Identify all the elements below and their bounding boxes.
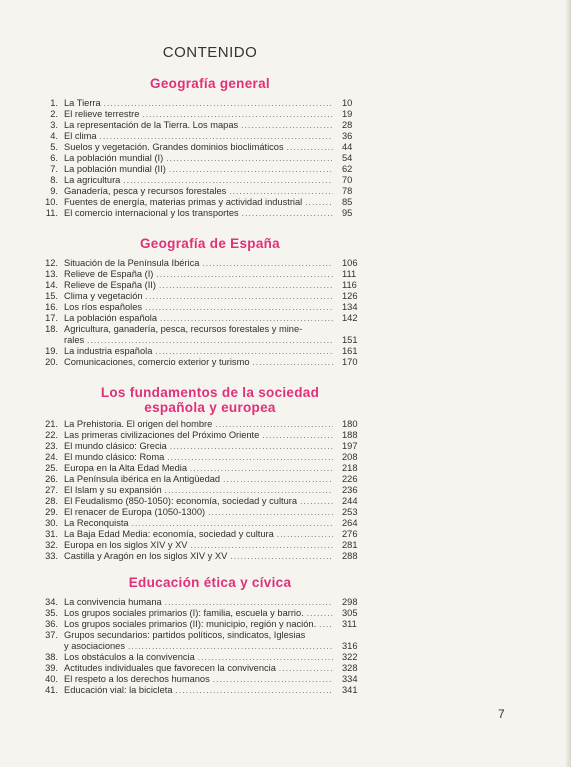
- toc-entry-number: 37.: [45, 630, 58, 640]
- toc-entry-number: 10.: [45, 197, 58, 207]
- toc-entry-number: 2.: [50, 109, 58, 119]
- toc-entry-number: 38.: [45, 652, 58, 662]
- toc-entry-title: Situación de la Península Ibérica: [64, 258, 200, 268]
- toc-entry-page: 44: [342, 142, 353, 152]
- toc-entry-title: Castilla y Aragón en los siglos XIV y XV: [64, 551, 228, 561]
- toc-entry-title: La convivencia humana: [64, 597, 162, 607]
- toc-entry-page: 95: [342, 208, 353, 218]
- toc-entry: [38, 313, 368, 324]
- toc-entry: [38, 597, 368, 608]
- dot-leader: [277, 529, 333, 540]
- toc-entry-page: 281: [342, 540, 358, 550]
- toc-entry-page: 334: [342, 674, 358, 684]
- toc-entry: [38, 197, 368, 208]
- toc-entry-number: 32.: [45, 540, 58, 550]
- toc-entry-number: 14.: [45, 280, 58, 290]
- toc-entry: [38, 551, 368, 562]
- toc-entry: [38, 291, 368, 302]
- dot-leader: [319, 619, 333, 630]
- toc-entry-page: 276: [342, 529, 358, 539]
- toc-entry-number: 12.: [45, 258, 58, 268]
- toc-entry-number: 40.: [45, 674, 58, 684]
- toc-entry-title: Comunicaciones, comercio exterior y turismo: [64, 357, 250, 367]
- toc-entry: [38, 164, 368, 175]
- dot-leader: [190, 463, 333, 474]
- toc-entry-title: Clima y vegetación: [64, 291, 143, 301]
- toc-entry-page: 311: [342, 619, 357, 629]
- toc-entry-title: El renacer de Europa (1050-1300): [64, 507, 206, 517]
- toc-entry: [38, 258, 368, 269]
- toc-entry-number: 30.: [45, 518, 58, 528]
- toc-entry-number: 20.: [45, 357, 58, 367]
- toc-entry-page: 111: [342, 269, 357, 279]
- dot-leader: [229, 186, 333, 197]
- dot-leader: [160, 313, 333, 324]
- section-heading-geografia-espana: Geografía de España: [140, 236, 280, 251]
- section-heading-fundamentos-line2: española y europea: [144, 400, 276, 415]
- toc-entry: [38, 98, 368, 109]
- dot-leader: [165, 597, 333, 608]
- dot-leader: [213, 674, 333, 685]
- dot-leader: [159, 280, 333, 291]
- toc-entry-number: 31.: [45, 529, 58, 539]
- toc-entry-title: Relieve de España (I): [64, 269, 154, 279]
- toc-entry: [38, 463, 368, 474]
- toc-entry-title: Los obstáculos a la convivencia: [64, 652, 195, 662]
- toc-entry-page: 170: [342, 357, 358, 367]
- toc-entry-page: 197: [342, 441, 358, 451]
- toc-entry-title: El clima: [64, 131, 97, 141]
- toc-entry: [38, 496, 368, 507]
- dot-leader: [198, 652, 333, 663]
- toc-entry: [38, 619, 368, 630]
- toc-entry: [38, 175, 368, 186]
- toc-entry-number: 24.: [45, 452, 58, 462]
- dot-leader: [241, 120, 333, 131]
- toc-entry-page: 264: [342, 518, 358, 528]
- toc-entry-title: La población española: [64, 313, 158, 323]
- toc-entry-page: 298: [342, 597, 358, 607]
- toc-entry-title-continued: y asociaciones: [64, 641, 125, 651]
- toc-entry-number: 1.: [50, 98, 58, 108]
- toc-entry-title: La Baja Edad Media: economía, sociedad y cultura: [64, 529, 274, 539]
- toc-entry-title: Los grupos sociales primarios (II): municipio, región y nación.: [64, 619, 317, 629]
- toc-entry-title: La Tierra: [64, 98, 101, 108]
- toc-entry-page: 328: [342, 663, 358, 673]
- toc-entry-page: 316: [342, 641, 358, 651]
- toc-entry: [38, 131, 368, 142]
- dot-leader: [242, 208, 333, 219]
- toc-entry-page: 78: [342, 186, 353, 196]
- toc-entry-page: 151: [342, 335, 358, 345]
- dot-leader: [145, 302, 333, 313]
- toc-entry-page: 226: [342, 474, 358, 484]
- section-heading-educacion-etica: Educación ética y cívica: [128, 575, 292, 590]
- toc-entry-number: 41.: [45, 685, 58, 695]
- toc-entry-page: 106: [342, 258, 358, 268]
- dot-leader: [208, 507, 333, 518]
- toc-entry: [38, 153, 368, 164]
- dot-leader: [104, 98, 333, 109]
- toc-entry-title: La industria española: [64, 346, 153, 356]
- toc-entry-page: 134: [342, 302, 358, 312]
- toc-entry-number: 3.: [50, 120, 58, 130]
- toc-entry: [38, 109, 368, 120]
- toc-entry-title: El Islam y su expansión: [64, 485, 162, 495]
- toc-entry-number: 4.: [50, 131, 58, 141]
- toc-entry: [38, 324, 368, 335]
- toc-entry-title: La Península ibérica en la Antigüedad: [64, 474, 221, 484]
- toc-entry-number: 26.: [45, 474, 58, 484]
- dot-leader: [252, 357, 333, 368]
- toc-entry-page: 208: [342, 452, 358, 462]
- toc-entry: [38, 120, 368, 131]
- dot-leader: [156, 269, 333, 280]
- section-heading-fundamentos: Los fundamentos de la sociedad: [100, 385, 320, 400]
- toc-entry-number: 22.: [45, 430, 58, 440]
- toc-entry-page: 85: [342, 197, 353, 207]
- toc-entry-page: 62: [342, 164, 353, 174]
- toc-entry-title: El respeto a los derechos humanos: [64, 674, 210, 684]
- toc-entry: [38, 186, 368, 197]
- toc-entry-page: 10: [342, 98, 353, 108]
- toc-entry-page: 236: [342, 485, 358, 495]
- toc-entry-page: 322: [342, 652, 358, 662]
- toc-entry-page: 180: [342, 419, 358, 429]
- toc-entry-title: Ganadería, pesca y recursos forestales: [64, 186, 227, 196]
- toc-entry-page: 142: [342, 313, 358, 323]
- toc-entry-page: 28: [342, 120, 353, 130]
- toc-entry-title: Agricultura, ganadería, pesca, recursos forestales y mine-: [64, 324, 303, 334]
- dot-leader: [191, 540, 333, 551]
- toc-entry-number: 36.: [45, 619, 58, 629]
- dot-leader: [142, 109, 333, 120]
- toc-entry-page: 305: [342, 608, 358, 618]
- toc-entry-title: El relieve terrestre: [64, 109, 140, 119]
- toc-entry: [38, 663, 368, 674]
- dot-leader: [87, 335, 333, 346]
- dot-leader: [176, 685, 333, 696]
- toc-entry-number: 23.: [45, 441, 58, 451]
- toc-entry-title: Educación vial: la bicicleta: [64, 685, 173, 695]
- toc-entry-number: 25.: [45, 463, 58, 473]
- toc-entry-page: 244: [342, 496, 358, 506]
- toc-entry-page: 218: [342, 463, 358, 473]
- dot-leader: [169, 164, 333, 175]
- toc-entry: [38, 674, 368, 685]
- dot-leader: [223, 474, 333, 485]
- toc-section-geografia-general: [38, 98, 368, 219]
- dot-leader: [165, 485, 333, 496]
- dot-leader: [279, 663, 333, 674]
- toc-entry-title: La Prehistoria. El origen del hombre: [64, 419, 213, 429]
- toc-entry-continuation: [38, 641, 368, 652]
- toc-entry-number: 28.: [45, 496, 58, 506]
- toc-entry: [38, 441, 368, 452]
- toc-entry-number: 39.: [45, 663, 58, 673]
- toc-entry-title: La representación de la Tierra. Los mapas: [64, 120, 239, 130]
- toc-entry-title: Los grupos sociales primarios (I): familia, escuela y barrio.: [64, 608, 304, 618]
- toc-entry: [38, 474, 368, 485]
- toc-entry-number: 7.: [50, 164, 58, 174]
- toc-entry-number: 34.: [45, 597, 58, 607]
- toc-entry-number: 15.: [45, 291, 58, 301]
- toc-entry-title: Europa en la Alta Edad Media: [64, 463, 188, 473]
- toc-entry-number: 33.: [45, 551, 58, 561]
- toc-entry-number: 13.: [45, 269, 58, 279]
- toc-entry: [38, 518, 368, 529]
- toc-entry-continuation: [38, 335, 368, 346]
- toc-entry-title: La agricultura: [64, 175, 121, 185]
- dot-leader: [146, 291, 333, 302]
- toc-section-geografia-espana: [38, 258, 368, 368]
- toc-entry-title: La población mundial (II): [64, 164, 166, 174]
- toc-entry-page: 126: [342, 291, 358, 301]
- toc-entry-number: 18.: [45, 324, 58, 334]
- dot-leader: [287, 142, 333, 153]
- toc-entry-title: Relieve de España (II): [64, 280, 156, 290]
- toc-entry-number: 16.: [45, 302, 58, 312]
- toc-entry: [38, 419, 368, 430]
- page-title: CONTENIDO: [162, 44, 258, 61]
- toc-entry: [38, 630, 368, 641]
- dot-leader: [230, 551, 333, 562]
- toc-entry-number: 6.: [50, 153, 58, 163]
- toc-entry-number: 17.: [45, 313, 58, 323]
- dot-leader: [123, 175, 333, 186]
- toc-entry-title: El comercio internacional y los transportes: [64, 208, 239, 218]
- toc-entry: [38, 357, 368, 368]
- toc-entry: [38, 540, 368, 551]
- toc-entry-title: Las primeras civilizaciones del Próximo Oriente: [64, 430, 260, 440]
- toc-entry-title: El mundo clásico: Roma: [64, 452, 165, 462]
- dot-leader: [300, 496, 333, 507]
- toc-entry-title: Grupos secundarios: partidos políticos, sindicatos, Iglesias: [64, 630, 306, 640]
- toc-entry-page: 188: [342, 430, 358, 440]
- toc-entry: [38, 142, 368, 153]
- toc-entry-title: El Feudalismo (850-1050): economía, sociedad y cultura: [64, 496, 298, 506]
- toc-entry: [38, 685, 368, 696]
- toc-entry-number: 19.: [45, 346, 58, 356]
- dot-leader: [155, 346, 333, 357]
- toc-entry: [38, 452, 368, 463]
- toc-entry: [38, 652, 368, 663]
- toc-section-educacion-etica: [38, 597, 368, 696]
- toc-entry: [38, 485, 368, 496]
- toc-entry-number: 29.: [45, 507, 58, 517]
- toc-entry-page: 253: [342, 507, 358, 517]
- dot-leader: [305, 197, 333, 208]
- toc-entry: [38, 302, 368, 313]
- toc-entry: [38, 280, 368, 291]
- dot-leader: [100, 131, 333, 142]
- toc-entry-page: 70: [342, 175, 353, 185]
- toc-entry-number: 5.: [50, 142, 58, 152]
- toc-entry: [38, 529, 368, 540]
- dot-leader: [262, 430, 333, 441]
- toc-entry: [38, 608, 368, 619]
- toc-entry-page: 288: [342, 551, 358, 561]
- toc-entry: [38, 269, 368, 280]
- dot-leader: [167, 452, 333, 463]
- toc-section-fundamentos: [38, 419, 368, 562]
- dot-leader: [166, 153, 333, 164]
- toc-entry-title: Suelos y vegetación. Grandes dominios bioclimáticos: [64, 142, 284, 152]
- toc-entry-number: 8.: [50, 175, 58, 185]
- page-edge: [565, 0, 571, 767]
- toc-entry-number: 21.: [45, 419, 58, 429]
- dot-leader: [132, 518, 333, 529]
- toc-entry: [38, 430, 368, 441]
- toc-entry-page: 54: [342, 153, 353, 163]
- toc-entry-number: 11.: [45, 208, 58, 218]
- toc-entry-title: Europa en los siglos XIV y XV: [64, 540, 188, 550]
- toc-entry-title: Los ríos españoles: [64, 302, 143, 312]
- toc-entry-number: 35.: [45, 608, 58, 618]
- toc-entry-title: La población mundial (I): [64, 153, 164, 163]
- toc-entry-title: Actitudes individuales que favorecen la convivencia: [64, 663, 276, 673]
- toc-entry-page: 161: [342, 346, 358, 356]
- dot-leader: [202, 258, 333, 269]
- toc-entry-number: 9.: [50, 186, 58, 196]
- toc-entry-page: 36: [342, 131, 353, 141]
- toc-entry-page: 341: [342, 685, 358, 695]
- toc-entry: [38, 346, 368, 357]
- page-number: 7: [498, 707, 505, 721]
- dot-leader: [307, 608, 333, 619]
- toc-entry-title-continued: rales: [64, 335, 85, 345]
- section-heading-geografia-general: Geografía general: [150, 76, 270, 91]
- dot-leader: [170, 441, 333, 452]
- toc-entry-title: Fuentes de energía, materias primas y actividad industrial: [64, 197, 303, 207]
- toc-entry-page: 116: [342, 280, 357, 290]
- toc-entry-number: 27.: [45, 485, 58, 495]
- toc-entry-page: 19: [342, 109, 353, 119]
- dot-leader: [128, 641, 333, 652]
- toc-entry: [38, 507, 368, 518]
- dot-leader: [215, 419, 333, 430]
- toc-entry: [38, 208, 368, 219]
- toc-entry-title: La Reconquista: [64, 518, 129, 528]
- toc-entry-title: El mundo clásico: Grecia: [64, 441, 167, 451]
